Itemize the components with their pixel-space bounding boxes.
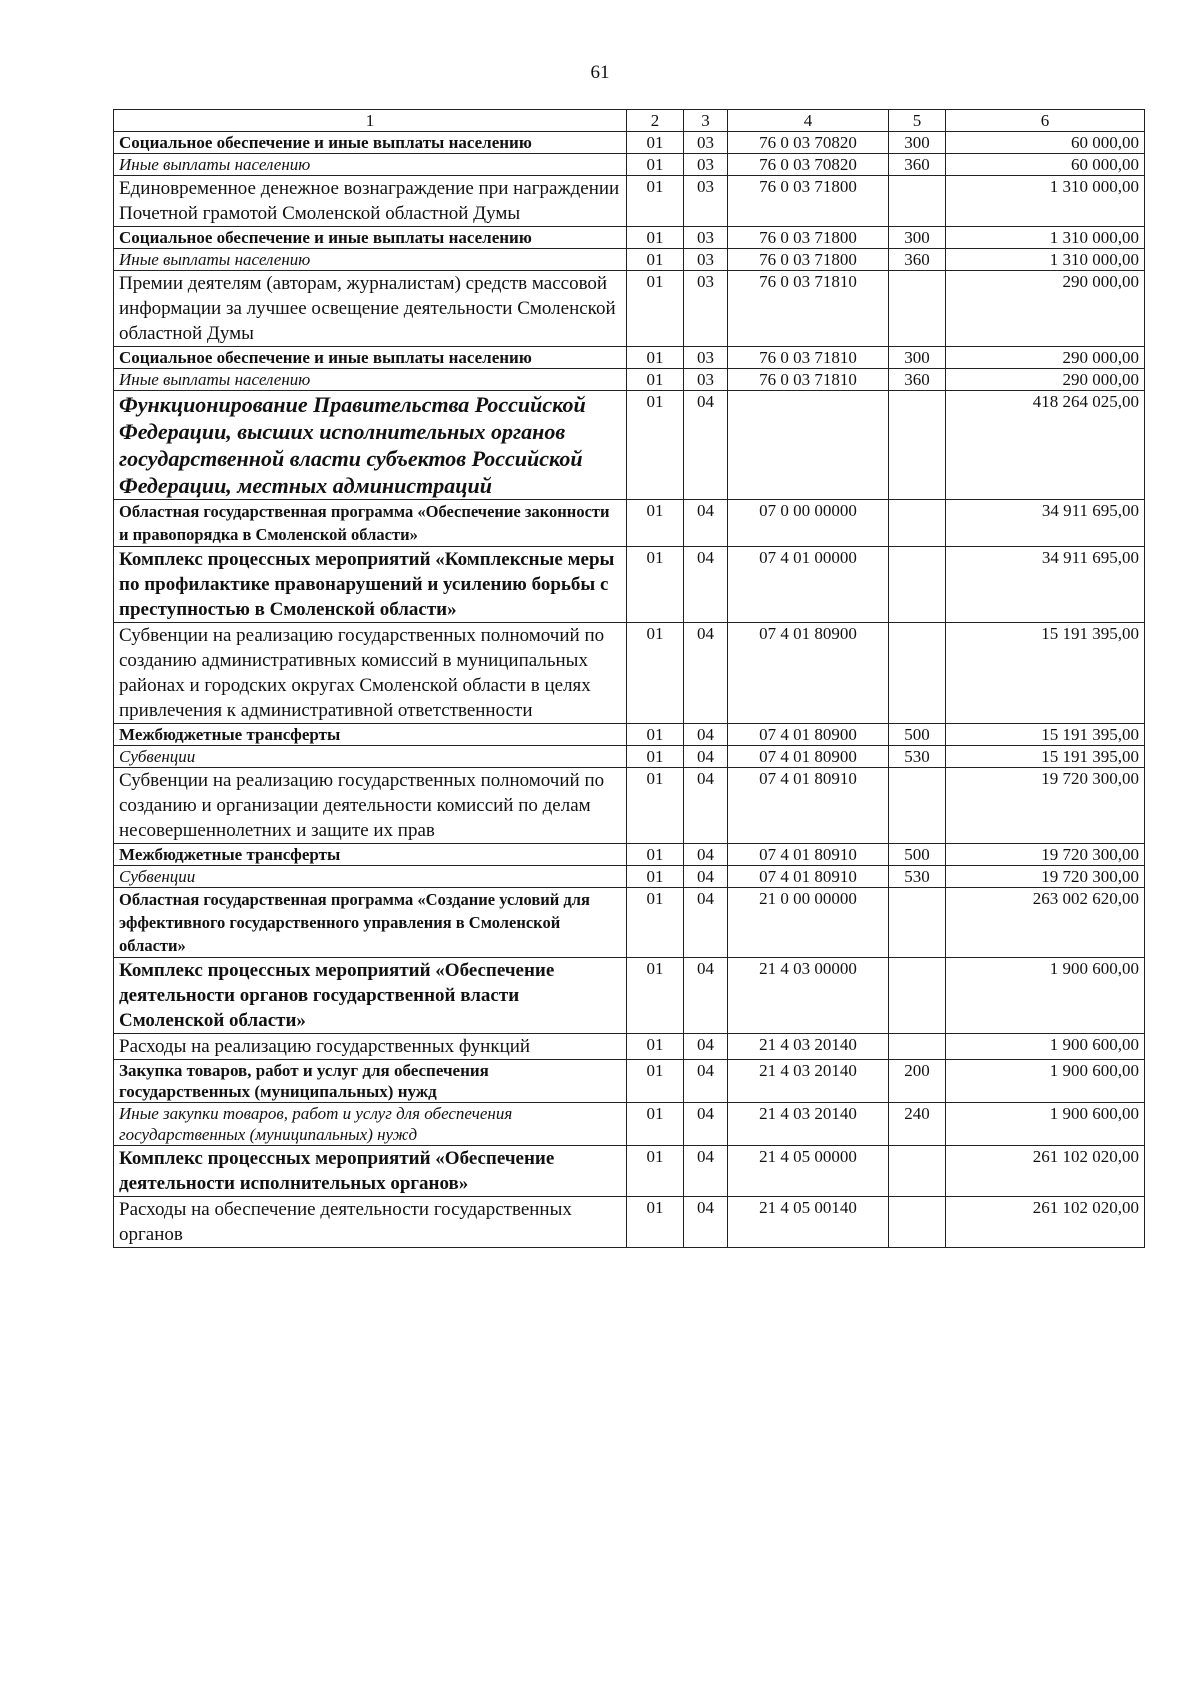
budget-table-body xyxy=(114,110,1145,1248)
row-name-cell: Областная государственная программа «Создание условий для эффективного государственного управления в Смоленской области» xyxy=(114,888,627,958)
row-target-article-cell: 21 4 03 20140 xyxy=(728,1034,889,1060)
row-section-cell: 01 xyxy=(627,1197,684,1248)
row-target-article-cell: 76 0 03 70820 xyxy=(728,154,889,176)
row-expense-type-cell: 530 xyxy=(889,746,946,768)
row-name-cell: Социальное обеспечение и иные выплаты населению xyxy=(114,227,627,249)
row-expense-type-cell: 500 xyxy=(889,724,946,746)
table-row xyxy=(114,391,1145,500)
row-expense-type-cell xyxy=(889,1197,946,1248)
row-target-article-cell: 21 0 00 00000 xyxy=(728,888,889,958)
table-row xyxy=(114,271,1145,347)
header-col-5: 5 xyxy=(889,110,946,132)
row-expense-type-cell xyxy=(889,888,946,958)
row-subsection-cell: 04 xyxy=(684,1197,728,1248)
row-subsection-cell: 04 xyxy=(684,1034,728,1060)
row-subsection-cell: 03 xyxy=(684,347,728,369)
row-section-cell: 01 xyxy=(627,547,684,623)
row-subsection-cell: 04 xyxy=(684,1103,728,1146)
header-col-6: 6 xyxy=(946,110,1145,132)
row-subsection-cell: 04 xyxy=(684,768,728,844)
row-amount-cell: 60 000,00 xyxy=(946,132,1145,154)
table-row xyxy=(114,958,1145,1034)
row-section-cell: 01 xyxy=(627,249,684,271)
table-header-row xyxy=(114,110,1145,132)
row-expense-type-cell xyxy=(889,391,946,500)
table-row xyxy=(114,844,1145,866)
page-number: 61 xyxy=(590,62,610,83)
row-subsection-cell: 03 xyxy=(684,271,728,347)
row-expense-type-cell xyxy=(889,176,946,227)
row-section-cell: 01 xyxy=(627,391,684,500)
row-target-article-cell: 76 0 03 71810 xyxy=(728,347,889,369)
table-row xyxy=(114,888,1145,958)
row-target-article-cell: 07 4 01 80910 xyxy=(728,866,889,888)
row-name-cell: Расходы на обеспечение деятельности государственных органов xyxy=(114,1197,627,1248)
table-row xyxy=(114,1146,1145,1197)
row-subsection-cell: 04 xyxy=(684,746,728,768)
table-row xyxy=(114,724,1145,746)
table-row xyxy=(114,1197,1145,1248)
row-section-cell: 01 xyxy=(627,154,684,176)
row-target-article-cell: 07 4 01 80900 xyxy=(728,746,889,768)
row-name-cell: Комплекс процессных мероприятий «Обеспечение деятельности исполнительных органов» xyxy=(114,1146,627,1197)
row-subsection-cell: 04 xyxy=(684,391,728,500)
row-subsection-cell: 03 xyxy=(684,227,728,249)
row-amount-cell: 15 191 395,00 xyxy=(946,724,1145,746)
row-name-cell: Областная государственная программа «Обеспечение законности и правопорядка в Смоленской области» xyxy=(114,500,627,547)
row-name-cell: Иные выплаты населению xyxy=(114,154,627,176)
row-target-article-cell: 07 4 01 80900 xyxy=(728,724,889,746)
row-amount-cell: 290 000,00 xyxy=(946,347,1145,369)
row-section-cell: 01 xyxy=(627,724,684,746)
row-subsection-cell: 04 xyxy=(684,547,728,623)
row-section-cell: 01 xyxy=(627,1103,684,1146)
row-target-article-cell: 07 4 01 00000 xyxy=(728,547,889,623)
row-target-article-cell: 21 4 03 20140 xyxy=(728,1103,889,1146)
row-subsection-cell: 04 xyxy=(684,500,728,547)
row-amount-cell: 34 911 695,00 xyxy=(946,500,1145,547)
row-amount-cell: 290 000,00 xyxy=(946,271,1145,347)
row-name-cell: Функционирование Правительства Российской Федерации, высших исполнительных органов государственной власти субъектов Российской Федерации, местных администраций xyxy=(114,391,627,500)
row-subsection-cell: 04 xyxy=(684,888,728,958)
row-target-article-cell: 21 4 03 00000 xyxy=(728,958,889,1034)
row-amount-cell: 261 102 020,00 xyxy=(946,1146,1145,1197)
row-subsection-cell: 04 xyxy=(684,1060,728,1103)
row-section-cell: 01 xyxy=(627,500,684,547)
row-amount-cell: 263 002 620,00 xyxy=(946,888,1145,958)
row-amount-cell: 15 191 395,00 xyxy=(946,623,1145,724)
row-expense-type-cell: 360 xyxy=(889,249,946,271)
table-row xyxy=(114,1103,1145,1146)
row-section-cell: 01 xyxy=(627,888,684,958)
row-name-cell: Межбюджетные трансферты xyxy=(114,844,627,866)
row-expense-type-cell: 300 xyxy=(889,227,946,249)
row-amount-cell: 34 911 695,00 xyxy=(946,547,1145,623)
row-subsection-cell: 04 xyxy=(684,866,728,888)
row-amount-cell: 19 720 300,00 xyxy=(946,768,1145,844)
row-subsection-cell: 04 xyxy=(684,623,728,724)
row-target-article-cell: 21 4 05 00140 xyxy=(728,1197,889,1248)
row-name-cell: Иные выплаты населению xyxy=(114,249,627,271)
row-name-cell: Иные выплаты населению xyxy=(114,369,627,391)
row-target-article-cell: 76 0 03 71800 xyxy=(728,227,889,249)
row-amount-cell: 1 310 000,00 xyxy=(946,227,1145,249)
row-amount-cell: 60 000,00 xyxy=(946,154,1145,176)
row-amount-cell: 1 900 600,00 xyxy=(946,1034,1145,1060)
row-section-cell: 01 xyxy=(627,176,684,227)
row-section-cell: 01 xyxy=(627,844,684,866)
row-amount-cell: 1 900 600,00 xyxy=(946,1103,1145,1146)
row-expense-type-cell: 200 xyxy=(889,1060,946,1103)
row-subsection-cell: 04 xyxy=(684,724,728,746)
row-subsection-cell: 03 xyxy=(684,249,728,271)
row-subsection-cell: 04 xyxy=(684,1146,728,1197)
row-expense-type-cell: 360 xyxy=(889,154,946,176)
table-row xyxy=(114,227,1145,249)
row-expense-type-cell xyxy=(889,958,946,1034)
row-expense-type-cell xyxy=(889,1034,946,1060)
row-name-cell: Субвенции на реализацию государственных полномочий по созданию и организации деятельности комиссий по делам несовершеннолетних и защите их прав xyxy=(114,768,627,844)
row-amount-cell: 261 102 020,00 xyxy=(946,1197,1145,1248)
row-name-cell: Закупка товаров, работ и услуг для обеспечения государственных (муниципальных) нужд xyxy=(114,1060,627,1103)
row-expense-type-cell: 300 xyxy=(889,347,946,369)
table-row xyxy=(114,249,1145,271)
row-section-cell: 01 xyxy=(627,768,684,844)
row-section-cell: 01 xyxy=(627,958,684,1034)
row-name-cell: Субвенции xyxy=(114,866,627,888)
row-name-cell: Социальное обеспечение и иные выплаты населению xyxy=(114,132,627,154)
table-row xyxy=(114,1034,1145,1060)
row-expense-type-cell xyxy=(889,271,946,347)
row-subsection-cell: 04 xyxy=(684,844,728,866)
row-section-cell: 01 xyxy=(627,866,684,888)
row-amount-cell: 19 720 300,00 xyxy=(946,844,1145,866)
row-name-cell: Межбюджетные трансферты xyxy=(114,724,627,746)
row-section-cell: 01 xyxy=(627,1034,684,1060)
header-col-2: 2 xyxy=(627,110,684,132)
row-target-article-cell: 07 4 01 80900 xyxy=(728,623,889,724)
row-subsection-cell: 04 xyxy=(684,958,728,1034)
row-target-article-cell: 76 0 03 71800 xyxy=(728,249,889,271)
row-name-cell: Субвенции на реализацию государственных полномочий по созданию административных комиссий в муниципальных районах и городских округах Смоленской области в целях привлечения к административной ответственности xyxy=(114,623,627,724)
row-target-article-cell: 21 4 05 00000 xyxy=(728,1146,889,1197)
row-expense-type-cell: 500 xyxy=(889,844,946,866)
table-row xyxy=(114,866,1145,888)
row-amount-cell: 290 000,00 xyxy=(946,369,1145,391)
table-row xyxy=(114,1060,1145,1103)
row-expense-type-cell: 360 xyxy=(889,369,946,391)
row-expense-type-cell xyxy=(889,768,946,844)
table-row xyxy=(114,132,1145,154)
row-amount-cell: 19 720 300,00 xyxy=(946,866,1145,888)
row-section-cell: 01 xyxy=(627,623,684,724)
row-subsection-cell: 03 xyxy=(684,154,728,176)
row-name-cell: Иные закупки товаров, работ и услуг для обеспечения государственных (муниципальных) нужд xyxy=(114,1103,627,1146)
row-expense-type-cell: 530 xyxy=(889,866,946,888)
row-section-cell: 01 xyxy=(627,746,684,768)
budget-table xyxy=(113,109,1145,1248)
row-subsection-cell: 03 xyxy=(684,176,728,227)
row-name-cell: Субвенции xyxy=(114,746,627,768)
row-expense-type-cell: 300 xyxy=(889,132,946,154)
row-name-cell: Социальное обеспечение и иные выплаты населению xyxy=(114,347,627,369)
row-target-article-cell xyxy=(728,391,889,500)
row-amount-cell: 1 900 600,00 xyxy=(946,1060,1145,1103)
row-amount-cell: 15 191 395,00 xyxy=(946,746,1145,768)
row-expense-type-cell xyxy=(889,500,946,547)
row-amount-cell: 1 310 000,00 xyxy=(946,176,1145,227)
table-row xyxy=(114,547,1145,623)
table-row xyxy=(114,154,1145,176)
row-target-article-cell: 76 0 03 70820 xyxy=(728,132,889,154)
row-target-article-cell: 07 4 01 80910 xyxy=(728,768,889,844)
row-subsection-cell: 03 xyxy=(684,369,728,391)
row-target-article-cell: 07 0 00 00000 xyxy=(728,500,889,547)
header-col-1: 1 xyxy=(114,110,627,132)
row-name-cell: Комплекс процессных мероприятий «Комплексные меры по профилактике правонарушений и усилению борьбы с преступностью в Смоленской области» xyxy=(114,547,627,623)
row-expense-type-cell: 240 xyxy=(889,1103,946,1146)
table-row xyxy=(114,369,1145,391)
row-expense-type-cell xyxy=(889,623,946,724)
table-row xyxy=(114,623,1145,724)
row-name-cell: Расходы на реализацию государственных функций xyxy=(114,1034,627,1060)
row-amount-cell: 418 264 025,00 xyxy=(946,391,1145,500)
row-section-cell: 01 xyxy=(627,271,684,347)
row-section-cell: 01 xyxy=(627,369,684,391)
row-section-cell: 01 xyxy=(627,1146,684,1197)
row-section-cell: 01 xyxy=(627,347,684,369)
row-expense-type-cell xyxy=(889,1146,946,1197)
table-row xyxy=(114,347,1145,369)
row-amount-cell: 1 310 000,00 xyxy=(946,249,1145,271)
table-row xyxy=(114,176,1145,227)
table-row xyxy=(114,500,1145,547)
row-amount-cell: 1 900 600,00 xyxy=(946,958,1145,1034)
row-name-cell: Премии деятелям (авторам, журналистам) средств массовой информации за лучшее освещение деятельности Смоленской областной Думы xyxy=(114,271,627,347)
row-target-article-cell: 07 4 01 80910 xyxy=(728,844,889,866)
row-section-cell: 01 xyxy=(627,227,684,249)
row-subsection-cell: 03 xyxy=(684,132,728,154)
row-expense-type-cell xyxy=(889,547,946,623)
row-name-cell: Единовременное денежное вознаграждение при награждении Почетной грамотой Смоленской областной Думы xyxy=(114,176,627,227)
row-name-cell: Комплекс процессных мероприятий «Обеспечение деятельности органов государственной власти Смоленской области» xyxy=(114,958,627,1034)
header-col-3: 3 xyxy=(684,110,728,132)
table-row xyxy=(114,768,1145,844)
table-row xyxy=(114,746,1145,768)
row-target-article-cell: 76 0 03 71810 xyxy=(728,271,889,347)
header-col-4: 4 xyxy=(728,110,889,132)
row-target-article-cell: 76 0 03 71800 xyxy=(728,176,889,227)
row-section-cell: 01 xyxy=(627,132,684,154)
row-target-article-cell: 21 4 03 20140 xyxy=(728,1060,889,1103)
row-section-cell: 01 xyxy=(627,1060,684,1103)
row-target-article-cell: 76 0 03 71810 xyxy=(728,369,889,391)
